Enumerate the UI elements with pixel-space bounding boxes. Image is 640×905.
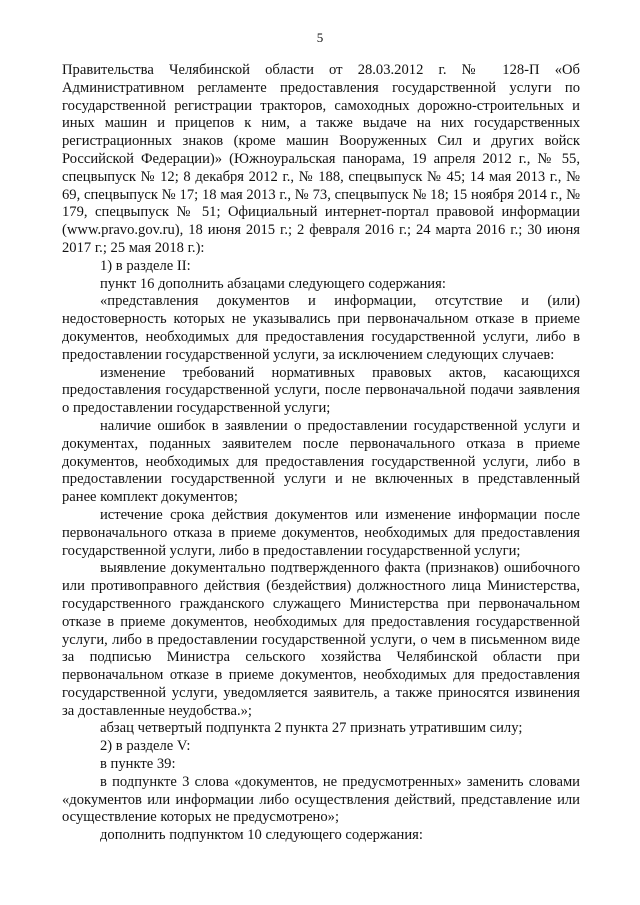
paragraph-unlawful-action: выявление документально подтвержденного факта (признаков) ошибочного или противоправного действия (бездействия) должностного лица Министерства, государственного гражданского служащего Министерства при первоначальном отказе в приеме документов, необходимых для предоставления государственной услуги, либо в предоставлении государственной услуги, о чем в письменном виде за подписью Министра сельского хозяйства Челябинской области при первоначальном отказе в приеме документов, необходимых для предоставления государственной услуги, уведомляется заявитель, а также приносятся извинения за доставленные неудобства.»;: [62, 560, 580, 719]
paragraph-errors-in-application: наличие ошибок в заявлении о предоставлении государственной услуги и документах, поданных заявителем после первоначального отказа в приеме документов, необходимых для предоставления государственной услуги, либо в предоставлении государственной услуги и не включенных в представленный ранее комплект документов;: [62, 417, 580, 506]
paragraph-quoted-documents: «представления документов и информации, отсутствие и (или) недостоверность которых не указывались при первоначальном отказе в приеме документов, необходимых для предоставления государственной услуги, либо в предоставлении государственной услуги, за исключением следующих случаев:: [62, 293, 580, 363]
page-number: 5: [316, 30, 324, 45]
paragraph-item-16-intro: пункт 16 дополнить абзацами следующего содержания:: [100, 275, 446, 292]
paragraph-document-expiry: истечение срока действия документов или изменение информации после первоначального отказа в приеме документов, необходимых для предоставления государственной услуги, либо в предоставлении государственной услуги;: [62, 506, 580, 559]
paragraph-section-2-heading: 1) в разделе II:: [100, 257, 191, 274]
paragraph-regulation-reference: Правительства Челябинской области от 28.03.2012 г. № 128-П «Об Административном регламенте предоставления государственной услуги по государственной регистрации тракторов, самоходных дорожно-строительных и иных машин и прицепов к ним, а также выдаче на них государственных регистрационных знаков (кроме машин Вооруженных Сил и других войск Российской Федерации)» (Южноуральская панорама, 19 апреля 2012 г., № 55, спецвыпуск № 12; 8 декабря 2012 г., № 188, спецвыпуск № 45; 14 мая 2013 г., № 69, спецвыпуск № 17; 18 мая 2013 г., № 73, спецвыпуск № 18; 15 ноября 2014 г., № 179, спецвыпуск № 51; Официальный интернет-портал правовой информации (www.pravo.gov.ru), 18 июня 2015 г.; 2 февраля 2016 г.; 24 марта 2016 г.; 30 июня 2017 г.; 25 мая 2018 г.):: [62, 62, 580, 256]
paragraph-section-5-heading: 2) в разделе V:: [100, 738, 191, 755]
paragraph-requirements-change: изменение требований нормативных правовых актов, касающихся предоставления государственной услуги, после первоначальной подачи заявления о предоставлении государственной услуги;: [62, 364, 580, 417]
paragraph-subitem-10-add: дополнить подпунктом 10 следующего содержания:: [100, 827, 423, 844]
document-body: [62, 62, 580, 845]
paragraph-item-39-heading: в пункте 39:: [100, 756, 176, 773]
paragraph-subitem-3-replace: в подпункте 3 слова «документов, не предусмотренных» заменить словами «документов или информации либо осуществления действий, представление или осуществление которых не предусмотрено»;: [62, 773, 580, 826]
paragraph-item-27-repeal: абзац четвертый подпункта 2 пункта 27 признать утратившим силу;: [100, 720, 523, 737]
